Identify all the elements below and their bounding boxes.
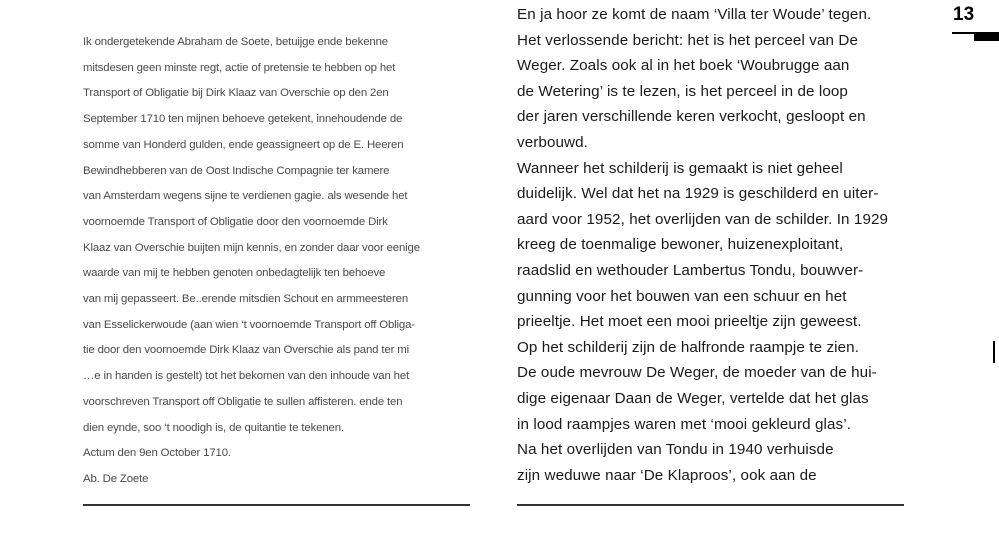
body-line: prieeltje. Het moet een mooi prieeltje zijn geweest. (517, 313, 862, 331)
page-edge-tab (974, 33, 999, 41)
quote-line: voornoemde Transport of Obligatie door den voornoemde Dirk (83, 215, 388, 228)
quote-line: van mij gepasseert. Be..erende mitsdien Schout en armmeesteren (83, 293, 408, 306)
body-line: Wanneer het schilderij is gemaakt is niet geheel (517, 159, 843, 177)
body-line: dige eigenaar Daan de Weger, vertelde dat het glas (517, 389, 869, 407)
body-line: aard voor 1952, het overlijden van de schilder. In 1929 (517, 210, 889, 228)
body-line: duidelijk. Wel dat het na 1929 is geschilderd en uiter- (517, 185, 879, 203)
body-line: kreeg de toenmalige bewoner, huizenexploitant, (517, 236, 844, 254)
body-line: de Wetering’ is te lezen, is het perceel in de loop (517, 82, 848, 100)
quote-line: Transport of Obligatie bij Dirk Klaaz van Overschie op den 2en (83, 87, 389, 100)
body-line: raadslid en wethouder Lambertus Tondu, bouwver- (517, 261, 864, 279)
body-line: der jaren verschillende keren verkocht, gesloopt en (517, 108, 866, 126)
quote-date-line: Actum den 9en October 1710. (83, 447, 231, 460)
article-body-text (517, 2, 912, 488)
body-line: gunning voor het bouwen van een schuur en het (517, 287, 847, 305)
right-column-divider (517, 504, 904, 506)
quote-line: van Amsterdam wegens sijne te verdienen gagie. als wesende het (83, 190, 408, 203)
quote-line: tie door den voornoemde Dirk Klaaz van Overschie als pand ter mi (83, 344, 409, 357)
quote-line: Klaaz van Overschie buijten mijn kennis, en zonder daar voor eenige (83, 241, 420, 254)
body-line: Na het overlijden van Tondu in 1940 verhuisde (517, 441, 834, 459)
quote-line: …e in handen is gestelt) tot het bekomen van den inhoude van het (83, 370, 410, 383)
body-line: Het verlossende bericht: het is het perceel van De (517, 31, 858, 49)
margin-marker (993, 341, 995, 363)
body-line: Op het schilderij zijn de halfronde raampje te zien. (517, 338, 860, 356)
page-number: 13 (953, 4, 975, 25)
body-line: Weger. Zoals ook al in het boek ‘Woubrugge aan (517, 57, 850, 75)
quote-line: waarde van mij te hebben genoten onbedagtelijk ten behoeve (83, 267, 386, 280)
left-column-divider (83, 504, 470, 506)
quote-line: dien eynde, soo ‘t noodigh is, de quitantie te tekenen. (83, 421, 344, 434)
quote-line: Ik ondergetekende Abraham de Soete, betuijge ende bekenne (83, 36, 388, 48)
body-line: De oude mevrouw De Weger, de moeder van de hui- (517, 364, 877, 382)
body-line: zijn weduwe naar ‘De Klaproos’, ook aan de (517, 466, 817, 484)
quote-line: van Esselickerwoude (aan wien ‘t voornoemde Transport off Obliga- (83, 318, 415, 331)
quote-line: September 1710 ten mijnen behoeve getekent, innehoudende de (83, 113, 403, 126)
quote-line: mitsdesen geen minste regt, actie of pretensie te hebben op het (83, 61, 396, 74)
body-line: in lood raampjes waren met ‘mooi gekleurd glas’. (517, 415, 852, 433)
body-line: verbouwd. (517, 133, 588, 151)
quote-line: Bewindhebberen van de Oost Indische Compagnie ter kamere (83, 164, 390, 177)
body-line: En ja hoor ze komt de naam ‘Villa ter Woude’ tegen. (517, 6, 872, 23)
quote-line: voorschreven Transport off Obligatie te sullen affisteren. ende ten (83, 395, 403, 408)
quote-signature-line: Ab. De Zoete (83, 472, 149, 485)
quoted-document-text (83, 30, 478, 493)
quote-line: somme van Honderd gulden, ende geassigneert op de E. Heeren (83, 138, 404, 151)
